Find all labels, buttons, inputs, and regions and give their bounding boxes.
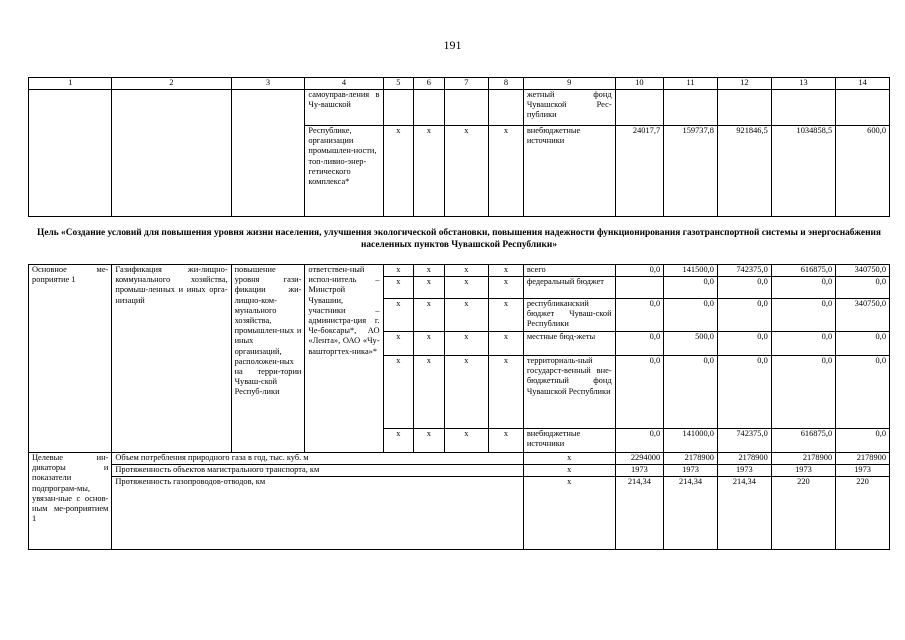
source-cell: внебюджетные источники — [523, 126, 615, 217]
value-cell: 2178900 — [717, 453, 771, 465]
value-cell: 921846,5 — [717, 126, 771, 217]
goal-heading: Цель «Создание условий для повышения уровня жизни населения, улучшения экологической обстановки, повышения надежности функционирования газотранспортной системы и энергоснабжения населенных пунктов Чувашской Республики» — [37, 228, 881, 250]
table-row — [29, 477, 890, 550]
value-cell: 0,0 — [836, 356, 890, 429]
value-cell: 0,0 — [717, 356, 771, 429]
table-main — [28, 264, 890, 550]
value-cell: 0,0 — [615, 356, 664, 429]
x-mark: x — [414, 277, 445, 299]
source-cell: федеральный бюджет — [523, 277, 615, 299]
value-cell: 2178900 — [771, 453, 835, 465]
value-cell: 0,0 — [836, 332, 890, 356]
value-cell: 0,0 — [615, 265, 664, 277]
x-mark: x — [444, 299, 488, 332]
x-mark: x — [523, 465, 615, 477]
value-cell: 1034858,5 — [771, 126, 835, 217]
col-num: 2 — [112, 78, 231, 90]
col-num: 7 — [444, 78, 488, 90]
value-cell: 616875,0 — [771, 429, 835, 453]
source-cell: внебюджетные источники — [523, 429, 615, 453]
value-cell: 220 — [836, 477, 890, 550]
targets-label: Целевые ин-дикаторы и показатели подпрограм-мы, увязан-ные с основ-ным ме-роприятием 1 — [29, 453, 112, 550]
x-mark: x — [383, 277, 414, 299]
executor-cell: Республике, организации промышлен-ности, топ-ливио-энер-гетического комплекса* — [305, 126, 383, 217]
value-cell: 0,0 — [717, 277, 771, 299]
col-num: 10 — [615, 78, 664, 90]
x-mark: x — [383, 126, 414, 217]
col-num: 14 — [836, 78, 890, 90]
table-row — [29, 465, 890, 477]
value-cell: 2294000 — [615, 453, 664, 465]
measure-label: Основное ме-роприятие 1 — [29, 265, 112, 453]
x-mark: x — [414, 429, 445, 453]
x-mark: x — [414, 265, 445, 277]
value-cell: 742375,0 — [717, 429, 771, 453]
col-num: 8 — [489, 78, 524, 90]
measure-goal: повышение уровня гази-фикации жи-лищно-ком-мунального хозяйства, промышлен-ных и иных организаций, расположен-ных на терри-тории Чуваш-ской Респуб-лики — [231, 265, 305, 453]
value-cell: 0,0 — [717, 299, 771, 332]
value-cell: 0,0 — [771, 299, 835, 332]
value-cell: 616875,0 — [771, 265, 835, 277]
source-cell: всего — [523, 265, 615, 277]
indicator-name: Протяженность газопроводов-отводов, км — [112, 477, 523, 550]
x-mark: x — [523, 453, 615, 465]
value-cell: 220 — [771, 477, 835, 550]
x-mark: x — [489, 126, 524, 217]
value-cell: 2178900 — [664, 453, 718, 465]
value-cell: 0,0 — [664, 299, 718, 332]
indicator-name: Объем потребления природного газа в год, тыс. куб. м — [112, 453, 523, 465]
source-cell: территориаль-ный государст-венный вне-бюджетный фонд Чувашской Республики — [523, 356, 615, 429]
source-cell: местные бюд-жеты — [523, 332, 615, 356]
value-cell: 0,0 — [664, 277, 718, 299]
value-cell: 24017,7 — [615, 126, 664, 217]
col-num: 1 — [29, 78, 112, 90]
value-cell: 214,34 — [664, 477, 718, 550]
value-cell: 742375,0 — [717, 265, 771, 277]
value-cell: 2178900 — [836, 453, 890, 465]
col-num: 6 — [414, 78, 445, 90]
x-mark: x — [444, 332, 488, 356]
col-num: 4 — [305, 78, 383, 90]
page-number: 191 — [443, 38, 462, 52]
col-num: 3 — [231, 78, 305, 90]
table-row — [29, 90, 890, 126]
col-num: 9 — [523, 78, 615, 90]
executor-cell: ответствен-ный испол-нитель – Минстрой Чувашии, участники – администра-ция г. Че-боксары*, АО «Лента», ОАО «Чу-вашторгтех-ника»* — [305, 265, 383, 453]
value-cell: 0,0 — [771, 332, 835, 356]
value-cell: 0,0 — [615, 429, 664, 453]
col-num: 13 — [771, 78, 835, 90]
x-mark: x — [414, 332, 445, 356]
x-mark: x — [523, 477, 615, 550]
value-cell — [615, 277, 664, 299]
measure-name: Газификация жи-лищно-коммунального хозяйства, промыш-ленных и иных орга-низаций — [112, 265, 231, 453]
value-cell: 0,0 — [615, 299, 664, 332]
value-cell: 500,0 — [664, 332, 718, 356]
x-mark: x — [383, 299, 414, 332]
value-cell: 0,0 — [717, 332, 771, 356]
table-row — [29, 453, 890, 465]
value-cell: 1973 — [717, 465, 771, 477]
value-cell: 0,0 — [836, 429, 890, 453]
indicator-name: Протяженность объектов магистрального транспорта, км — [112, 465, 523, 477]
value-cell: 159737,8 — [664, 126, 718, 217]
value-cell: 214,34 — [717, 477, 771, 550]
value-cell: 0,0 — [771, 277, 835, 299]
x-mark: x — [444, 265, 488, 277]
value-cell: 340750,0 — [836, 299, 890, 332]
x-mark: x — [414, 299, 445, 332]
value-cell: 0,0 — [836, 277, 890, 299]
executor-cell: самоуправ-ления в Чу-вашской — [305, 90, 383, 126]
x-mark: x — [383, 332, 414, 356]
x-mark: x — [444, 126, 488, 217]
value-cell: 141500,0 — [664, 265, 718, 277]
value-cell: 0,0 — [664, 356, 718, 429]
x-mark: x — [383, 265, 414, 277]
value-cell: 141000,0 — [664, 429, 718, 453]
value-cell: 1973 — [615, 465, 664, 477]
x-mark: x — [489, 332, 524, 356]
col-num: 12 — [717, 78, 771, 90]
x-mark: x — [489, 277, 524, 299]
x-mark: x — [444, 277, 488, 299]
x-mark: x — [414, 126, 445, 217]
x-mark: x — [444, 429, 488, 453]
value-cell: 1973 — [664, 465, 718, 477]
x-mark: x — [383, 429, 414, 453]
value-cell: 340750,0 — [836, 265, 890, 277]
x-mark: x — [414, 356, 445, 429]
value-cell: 0,0 — [615, 332, 664, 356]
x-mark: x — [444, 356, 488, 429]
x-mark: x — [489, 265, 524, 277]
table-row — [29, 265, 890, 277]
x-mark: x — [489, 356, 524, 429]
value-cell: 214,34 — [615, 477, 664, 550]
col-num: 5 — [383, 78, 414, 90]
value-cell: 600,0 — [836, 126, 890, 217]
value-cell: 1973 — [771, 465, 835, 477]
x-mark: x — [489, 429, 524, 453]
value-cell: 1973 — [836, 465, 890, 477]
table-top — [28, 77, 890, 217]
x-mark: x — [383, 356, 414, 429]
source-cell: республиканский бюджет Чуваш-ской Республики — [523, 299, 615, 332]
x-mark: x — [489, 299, 524, 332]
column-number-row — [29, 78, 890, 90]
value-cell: 0,0 — [771, 356, 835, 429]
col-num: 11 — [664, 78, 718, 90]
source-cell: жетный фонд Чувашской Рес-публики — [523, 90, 615, 126]
